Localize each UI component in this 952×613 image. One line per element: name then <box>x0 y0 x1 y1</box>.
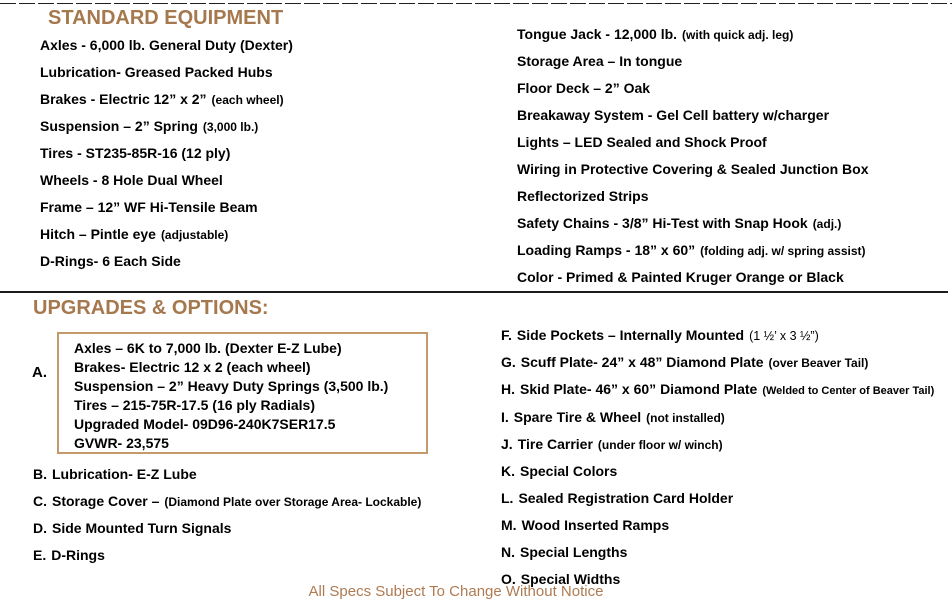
spec-item-text: Tongue Jack - 12,000 lb. <box>517 26 678 42</box>
option-letter: C. <box>33 493 47 509</box>
option-letter: B. <box>33 466 47 482</box>
spec-item <box>517 75 874 102</box>
option-item <box>33 515 421 542</box>
option-a-line: Axles – 6K to 7,000 lb. (Dexter E-Z Lube) <box>74 340 342 356</box>
option-item-note: (1 ½’ x 3 ½”) <box>749 329 819 343</box>
option-item <box>501 512 934 539</box>
options-left-list <box>33 461 421 569</box>
spec-item <box>517 48 874 75</box>
spec-item-note: (adj.) <box>812 217 842 231</box>
spec-item-text: Axles - 6,000 lb. General Duty (Dexter) <box>40 37 293 53</box>
spec-item <box>40 140 298 167</box>
option-item-note: (Diamond Plate over Storage Area- Lockable) <box>164 495 422 509</box>
option-a-label: A. <box>32 364 47 381</box>
spec-item <box>517 129 874 156</box>
option-item <box>33 461 421 488</box>
upgrades-options-title: UPGRADES & OPTIONS: <box>33 297 269 319</box>
spec-item-text: Suspension – 2” Spring <box>40 118 198 134</box>
option-item <box>33 488 421 515</box>
option-item <box>501 431 934 458</box>
option-item-text: Special Widths <box>520 571 621 587</box>
option-item-text: Special Colors <box>520 463 618 479</box>
standard-right-list <box>517 21 874 291</box>
option-letter: G. <box>501 354 516 370</box>
option-item-text: Wood Inserted Ramps <box>521 517 670 533</box>
spec-item <box>517 183 874 210</box>
spec-item <box>40 248 298 275</box>
option-letter: D. <box>33 520 47 536</box>
option-letter: O. <box>501 571 516 587</box>
spec-item <box>40 167 298 194</box>
option-a-line: Upgraded Model- 09D96-240K7SER17.5 <box>74 416 336 432</box>
option-a-line: Brakes- Electric 12 x 2 (each wheel) <box>74 359 311 375</box>
spec-item-text: Wiring in Protective Covering & Sealed Junction Box <box>517 161 869 177</box>
spec-item <box>40 113 298 140</box>
spec-item-text: Lubrication- Greased Packed Hubs <box>40 64 273 80</box>
spec-item-text: Wheels - 8 Hole Dual Wheel <box>40 172 223 188</box>
standard-equipment-title: STANDARD EQUIPMENT <box>48 7 284 29</box>
option-item-note: (not installed) <box>646 411 725 425</box>
spec-item-text: Tires - ST235-85R-16 (12 ply) <box>40 145 231 161</box>
spec-item-text: Floor Deck – 2” Oak <box>517 80 651 96</box>
spec-item-text: Loading Ramps - 18” x 60” <box>517 242 696 258</box>
spec-item <box>517 237 874 264</box>
option-item-text: Skid Plate- 46” x 60” Diamond Plate <box>520 381 758 397</box>
option-item-text: D-Rings <box>51 547 105 563</box>
option-item <box>501 376 934 404</box>
spec-item <box>40 86 298 113</box>
option-a-line: Suspension – 2” Heavy Duty Springs (3,500 lb.) <box>74 378 389 394</box>
spec-item-text: Storage Area – In tongue <box>517 53 683 69</box>
spec-item-note: (with quick adj. leg) <box>682 28 794 42</box>
spec-item-text: Brakes - Electric 12” x 2” <box>40 91 207 107</box>
option-letter: L. <box>501 490 514 506</box>
spec-item <box>40 32 298 59</box>
spec-item-text: Color - Primed & Painted Kruger Orange or Black <box>517 269 844 285</box>
spec-item <box>40 221 298 248</box>
spec-item-text: Reflectorized Strips <box>517 188 649 204</box>
option-item-text: Scuff Plate- 24” x 48” Diamond Plate <box>520 354 764 370</box>
spec-item-note: (folding adj. w/ spring assist) <box>700 244 866 258</box>
option-a-line: GVWR- 23,575 <box>74 435 169 451</box>
spec-item <box>40 194 298 221</box>
option-letter: N. <box>501 544 515 560</box>
standard-left-list <box>40 32 298 275</box>
option-item-text: Lubrication- E-Z Lube <box>52 466 197 482</box>
top-divider <box>0 3 952 4</box>
option-letter: K. <box>501 463 515 479</box>
spec-item-note: (each wheel) <box>211 93 284 107</box>
option-letter: H. <box>501 381 515 397</box>
spec-item <box>40 59 298 86</box>
option-item-note: (under floor w/ winch) <box>597 438 723 452</box>
option-item-note: (Welded to Center of Beaver Tail) <box>762 385 935 397</box>
options-right-list <box>501 322 934 593</box>
spec-item-text: Hitch – Pintle eye <box>40 226 156 242</box>
spec-item-text: Frame – 12” WF Hi-Tensile Beam <box>40 199 258 215</box>
option-item-text: Tire Carrier <box>517 436 593 452</box>
option-a-line: Tires – 215-75R-17.5 (16 ply Radials) <box>74 397 315 413</box>
option-item <box>33 542 421 569</box>
option-item <box>501 485 934 512</box>
option-letter: E. <box>33 547 47 563</box>
option-item <box>501 539 934 566</box>
option-item-text: Side Pockets – Internally Mounted <box>516 327 745 343</box>
option-item-text: Sealed Registration Card Holder <box>518 490 734 506</box>
option-item-text: Special Lengths <box>520 544 628 560</box>
spec-item <box>517 210 874 237</box>
spec-item-text: Breakaway System - Gel Cell battery w/charger <box>517 107 830 123</box>
option-item <box>501 458 934 485</box>
option-item-text: Spare Tire & Wheel <box>513 409 642 425</box>
option-letter: I. <box>501 409 509 425</box>
option-letter: J. <box>501 436 513 452</box>
section-divider <box>0 291 948 293</box>
spec-item <box>517 264 874 291</box>
spec-item <box>517 21 874 48</box>
option-item <box>501 349 934 376</box>
option-letter: F. <box>501 327 512 343</box>
spec-item <box>517 102 874 129</box>
option-letter: M. <box>501 517 517 533</box>
option-item <box>501 322 934 349</box>
spec-item-text: Lights – LED Sealed and Shock Proof <box>517 134 767 150</box>
footer-note: All Specs Subject To Change Without Notice <box>308 583 604 600</box>
spec-item-text: D-Rings- 6 Each Side <box>40 253 181 269</box>
option-a-box <box>57 332 428 454</box>
option-item-text: Side Mounted Turn Signals <box>52 520 232 536</box>
option-item <box>501 404 934 431</box>
spec-item-note: (adjustable) <box>160 228 229 242</box>
spec-item-text: Safety Chains - 3/8” Hi-Test with Snap Hook <box>517 215 808 231</box>
spec-item <box>517 156 874 183</box>
option-item-text: Storage Cover – <box>52 493 160 509</box>
spec-item-note: (3,000 lb.) <box>202 120 259 134</box>
option-item-note: (over Beaver Tail) <box>768 356 869 370</box>
